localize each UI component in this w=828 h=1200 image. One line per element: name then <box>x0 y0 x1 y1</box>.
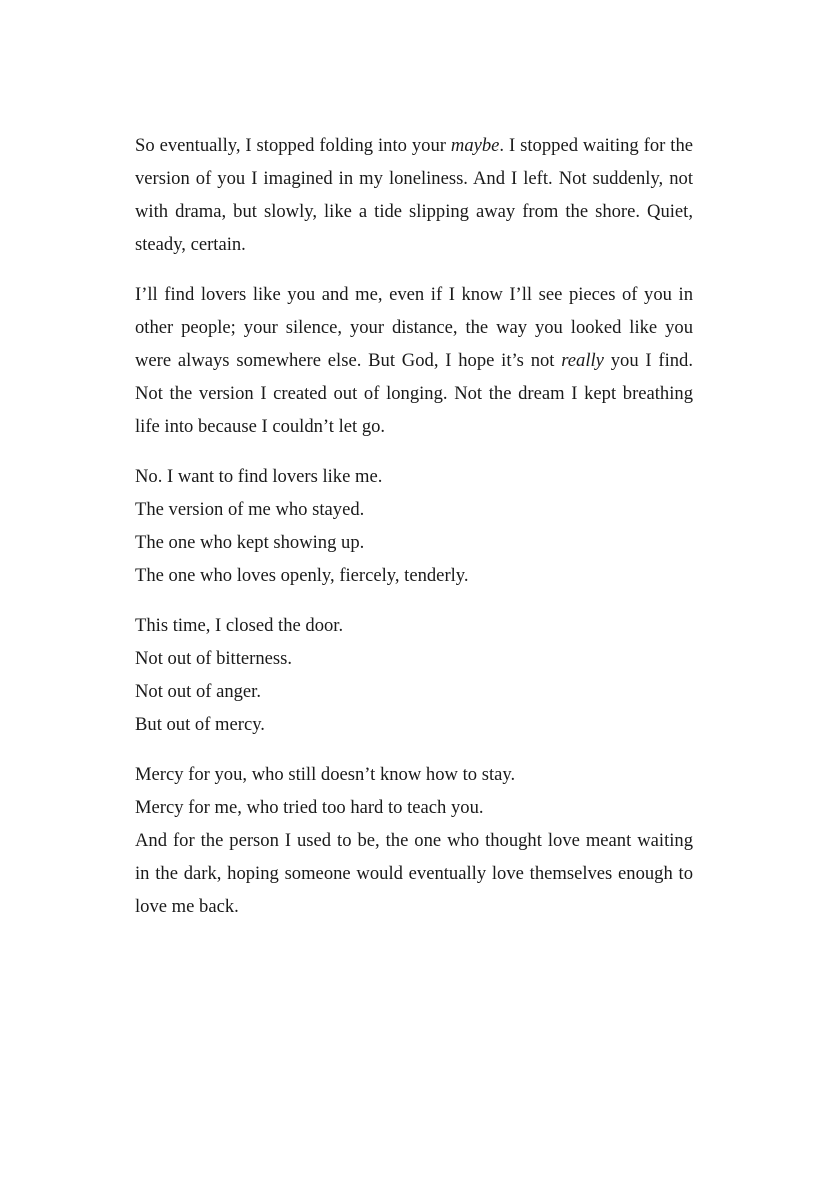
paragraph-2-italic: really <box>561 350 604 371</box>
stanza-1-line: The one who loves openly, fiercely, tenderly. <box>135 565 469 586</box>
stanza-3 <box>135 758 693 923</box>
paragraph-1-italic: maybe <box>450 135 500 156</box>
stanza-2-line: This time, I closed the door. <box>135 615 344 636</box>
paragraph-1-text-b: . I stopped waiting for the version of you I imagined in my loneliness. And I left. Not suddenly, not with drama, but slowly, like a tide slipping away from the shore. Quiet, steady, certain. <box>135 135 693 255</box>
stanza-3-closing-line: And for the person I used to be, the one who thought love meant waiting in the dark, hoping someone would eventually love themselves enough to love me back. <box>135 830 693 917</box>
stanza-1-line: The one who kept showing up. <box>135 532 365 553</box>
paragraph-1-text-a: So eventually, I stopped folding into your <box>135 135 451 156</box>
stanza-2-line: Not out of anger. <box>135 681 261 702</box>
paragraph-2-text-b: you I find. Not the version I created out of longing. Not the dream I kept breathing life into because I couldn’t let go. <box>135 350 693 437</box>
stanza-1-line: The version of me who stayed. <box>135 499 365 520</box>
stanza-1-line: No. I want to find lovers like me. <box>135 466 383 487</box>
stanza-2-line: But out of mercy. <box>135 714 265 735</box>
paragraph-1 <box>135 129 693 261</box>
stanza-2-line: Not out of bitterness. <box>135 648 292 669</box>
document-page <box>135 129 693 940</box>
stanza-3-line: Mercy for me, who tried too hard to teach you. <box>135 797 484 818</box>
stanza-2 <box>135 609 693 741</box>
stanza-3-line: Mercy for you, who still doesn’t know how to stay. <box>135 764 516 785</box>
paragraph-2-text-a: I’ll find lovers like you and me, even if I know I’ll see pieces of you in other people; your silence, your distance, the way you looked like you were always somewhere else. But God, I hope it’s not <box>135 284 693 371</box>
paragraph-2 <box>135 278 693 443</box>
stanza-1 <box>135 460 693 592</box>
